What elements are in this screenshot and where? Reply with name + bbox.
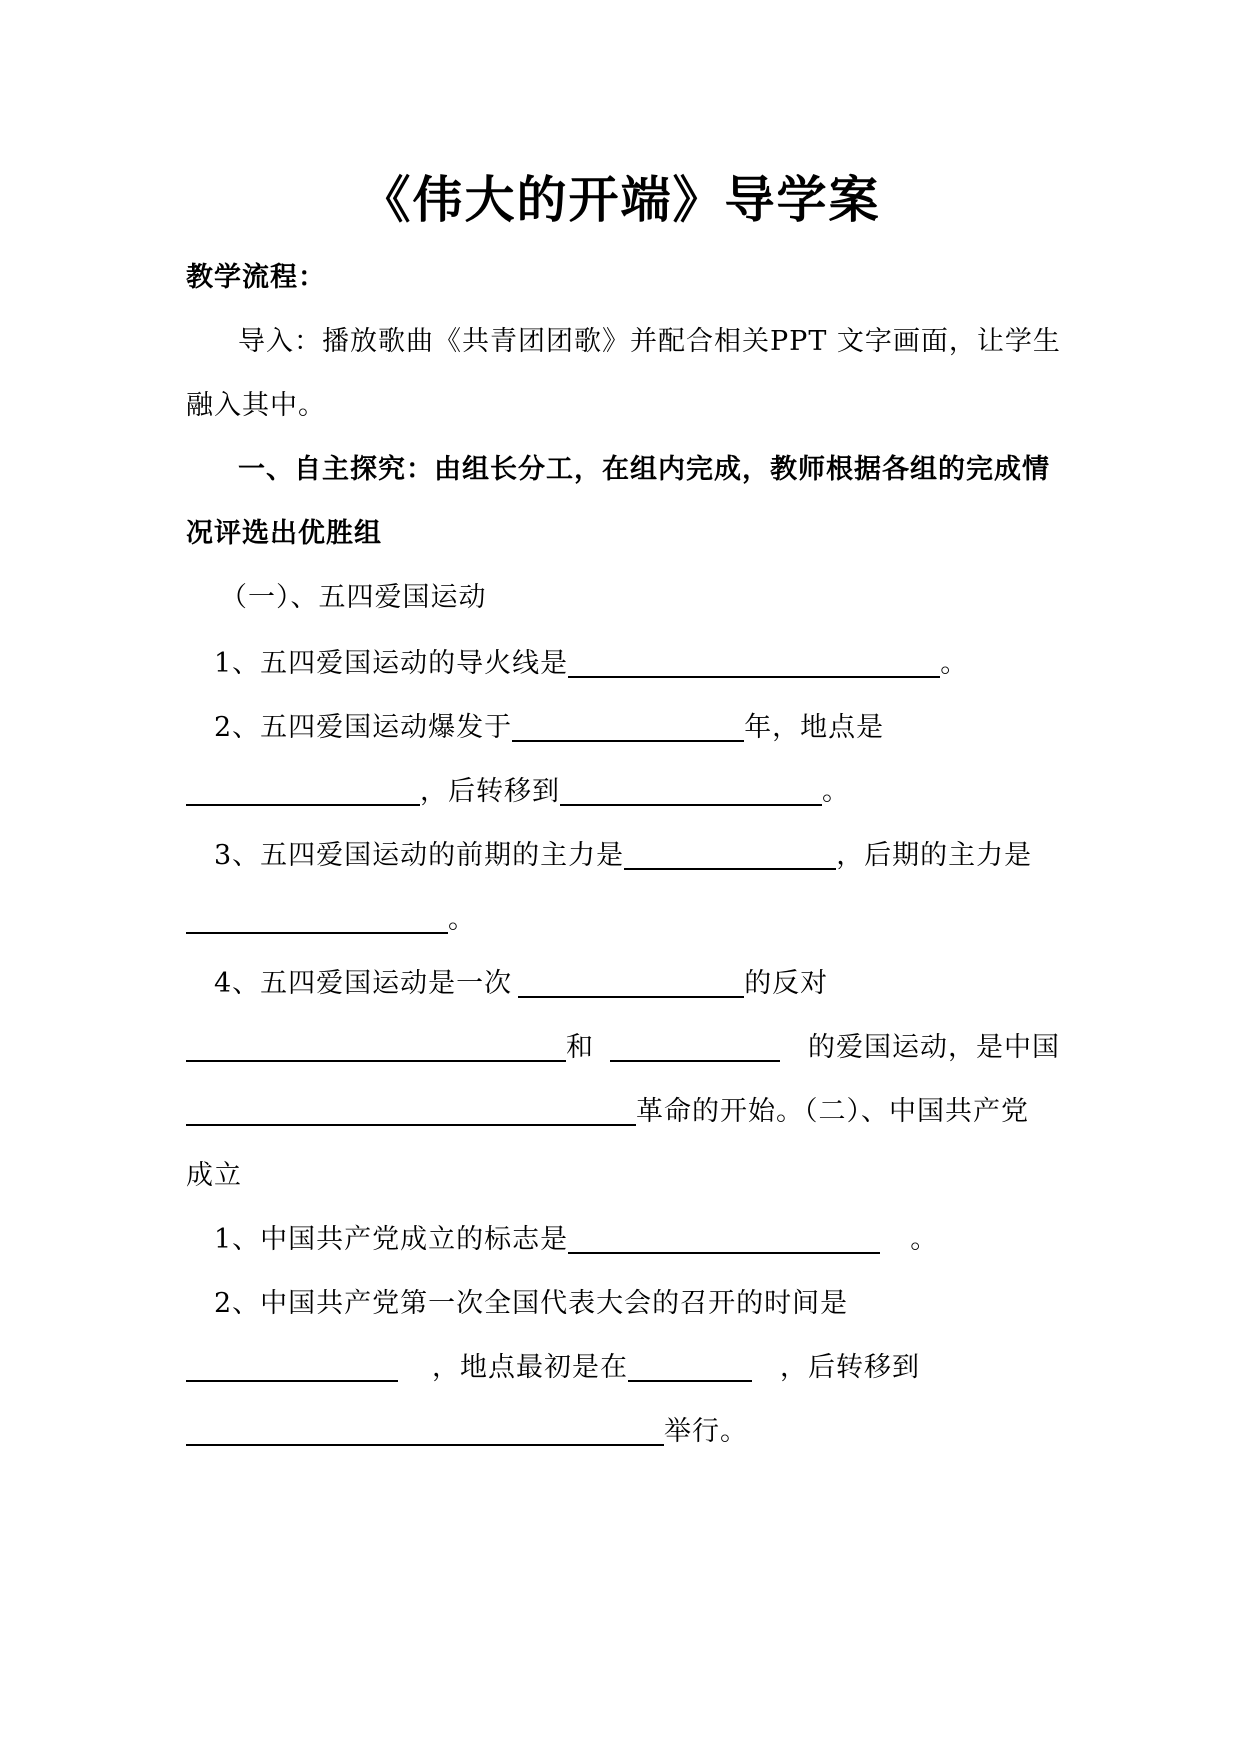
document-title: 《伟大的开端》导学案: [360, 171, 881, 229]
subsection1-title: （一）、五四爱国运动: [220, 582, 487, 613]
answer-blank[interactable]: [624, 838, 836, 870]
question-1-1: [214, 644, 968, 684]
answer-blank[interactable]: [560, 774, 822, 806]
question-text: 和: [566, 1032, 594, 1063]
answer-blank[interactable]: [186, 1030, 566, 1062]
question-text: 的爱国运动，是中国: [808, 1032, 1060, 1063]
question-2-2-cont2: [186, 1412, 748, 1452]
question-text: 3、五四爱国运动的前期的主力是: [214, 840, 625, 871]
section1-heading-line1: 一、自主探究：由组长分工，在组内完成，教师根据各组的完成情: [238, 454, 1050, 485]
answer-blank[interactable]: [568, 1222, 880, 1254]
question-1-4-cont2: [186, 1092, 1029, 1132]
answer-blank[interactable]: [568, 646, 940, 678]
answer-blank[interactable]: [186, 1414, 664, 1446]
question-text: 1、五四爱国运动的导火线是: [214, 648, 569, 679]
question-text: 4、五四爱国运动是一次: [214, 968, 513, 999]
question-text: 2、五四爱国运动爆发于: [214, 712, 513, 743]
question-2-1: [214, 1220, 938, 1260]
subsection2-title: 成立: [186, 1160, 242, 1191]
question-1-3: [214, 836, 1032, 876]
question-1-4-cont: [186, 1028, 1060, 1068]
question-text: 年，地点是: [744, 712, 885, 743]
question-text: 。: [940, 648, 969, 679]
question-text: 。: [448, 904, 476, 935]
answer-blank[interactable]: [186, 1350, 398, 1382]
question-text: ，地点最初是在: [432, 1352, 628, 1383]
question-text: 。: [822, 776, 850, 807]
answer-blank[interactable]: [512, 710, 744, 742]
question-1-2: [214, 708, 884, 748]
answer-blank[interactable]: [628, 1350, 752, 1382]
question-text: 的反对: [744, 968, 829, 999]
question-text: ，后转移到: [780, 1352, 920, 1383]
question-1-4: [214, 964, 828, 1004]
question-1-2-cont: [186, 772, 850, 812]
question-text: 革命的开始。（二）、中国共产党: [636, 1096, 1029, 1127]
answer-blank[interactable]: [186, 774, 420, 806]
question-text: ，后转移到: [420, 776, 560, 807]
question-text: ，后期的主力是: [836, 840, 1033, 871]
question-1-3-cont: [186, 900, 476, 940]
question-text: 。: [910, 1224, 939, 1255]
intro-paragraph-line2: 融入其中。: [186, 390, 326, 421]
question-2-2: 2、中国共产党第一次全国代表大会的召开的时间是: [214, 1288, 849, 1319]
answer-blank[interactable]: [518, 966, 744, 998]
answer-blank[interactable]: [610, 1030, 780, 1062]
section1-heading-line2: 况评选出优胜组: [186, 518, 382, 549]
answer-blank[interactable]: [186, 1094, 636, 1126]
question-text: 举行。: [664, 1416, 748, 1447]
section-heading: 教学流程：: [186, 262, 326, 293]
answer-blank[interactable]: [186, 902, 448, 934]
intro-paragraph-line1: 导入：播放歌曲《共青团团歌》并配合相关PPT 文字画面，让学生: [238, 326, 1061, 357]
question-2-2-cont: [186, 1348, 920, 1388]
question-text: 1、中国共产党成立的标志是: [214, 1224, 569, 1255]
